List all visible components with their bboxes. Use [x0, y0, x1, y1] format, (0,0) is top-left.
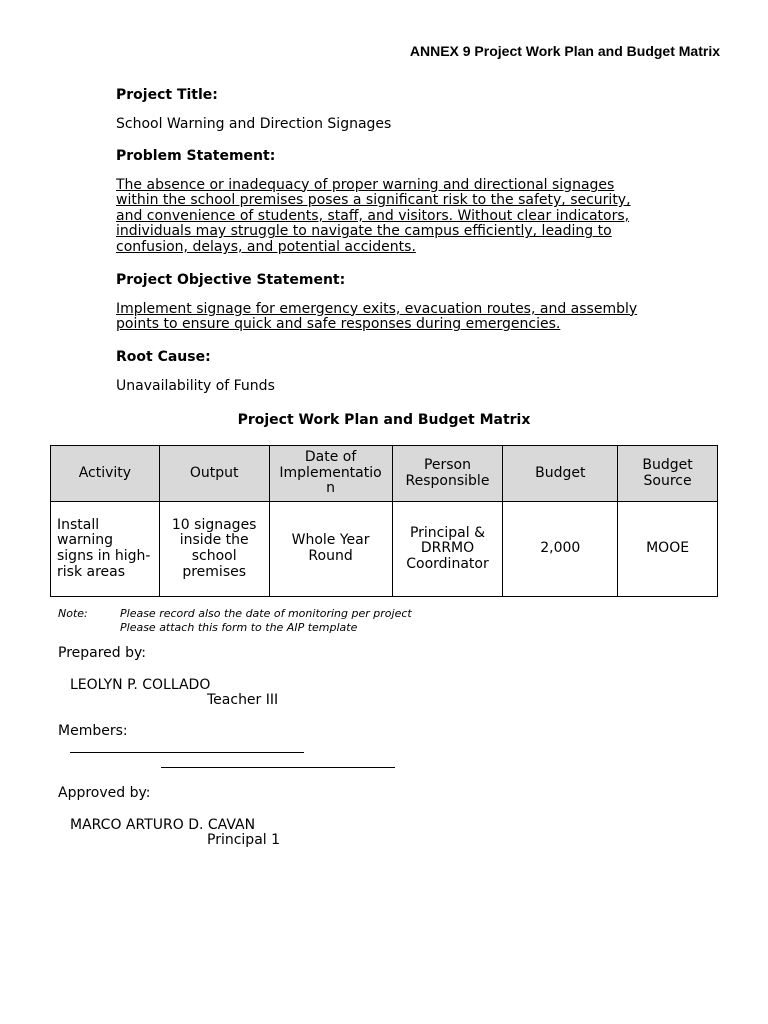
cell-line: Round: [308, 548, 353, 564]
header-person-line: Person: [423, 456, 471, 473]
table-row: [51, 502, 718, 597]
prepared-by-name: LEOLYN P. COLLADO: [70, 677, 211, 693]
header-output: Output: [159, 446, 269, 502]
objective-line: Implement signage for emergency exits, evacuation routes, and assembly: [116, 300, 638, 317]
approved-by-label: Approved by:: [58, 785, 151, 801]
cell-line: inside the: [179, 532, 249, 549]
header-date-line: n: [326, 480, 335, 497]
member-signature-line: [70, 752, 304, 753]
problem-line: The absence or inadequacy of proper warning and directional signages: [116, 176, 615, 193]
header-person-line: Responsible: [405, 472, 490, 489]
cell-line: risk areas: [57, 563, 126, 580]
cell-line: warning: [57, 532, 114, 549]
matrix-title: Project Work Plan and Budget Matrix: [237, 412, 531, 428]
header-budget: Budget: [503, 446, 618, 502]
problem-line: confusion, delays, and potential accidents.: [116, 238, 416, 255]
cell-line: Install: [57, 516, 100, 533]
root-cause-heading: Root Cause:: [116, 348, 211, 365]
header-activity: Activity: [51, 446, 160, 502]
note-line: [58, 607, 412, 621]
prepared-by-label: Prepared by:: [58, 645, 146, 661]
cell-budget: 2,000: [503, 502, 618, 597]
annex-header: ANNEX 9 Project Work Plan and Budget Matrix: [409, 43, 720, 59]
header-source-line: Source: [643, 472, 692, 489]
root-cause-text: Unavailability of Funds: [116, 377, 275, 394]
budget-matrix-table: [50, 445, 718, 597]
cell-line: DRRMO: [420, 540, 475, 557]
header-source: [618, 446, 718, 502]
cell-source: MOOE: [618, 502, 718, 597]
cell-line: signs in high-: [57, 548, 151, 564]
approved-by-name: MARCO ARTURO D. CAVAN: [70, 817, 256, 833]
problem-statement-text: [116, 178, 656, 256]
cell-line: Whole Year: [291, 532, 370, 549]
header-source-line: Budget: [642, 456, 693, 473]
header-person: [392, 446, 503, 502]
note-text: Please attach this form to the AIP template: [120, 621, 358, 634]
cell-output: [159, 502, 269, 597]
approved-by-title: Principal 1: [207, 832, 281, 848]
members-label: Members:: [58, 723, 128, 739]
cell-line: Coordinator: [406, 555, 489, 572]
member-signature-line: [161, 767, 395, 768]
objective-line: points to ensure quick and safe responses during emergencies.: [116, 316, 561, 333]
prepared-by-title: Teacher III: [207, 692, 279, 708]
cell-line: school: [191, 548, 237, 564]
note-text: Please record also the date of monitoring per project: [120, 607, 412, 620]
note-block: [58, 607, 412, 635]
note-label: Note:: [58, 607, 88, 620]
table-header-row: [51, 446, 718, 502]
header-date-line: Implementatio: [279, 464, 382, 481]
cell-line: 10 signages: [171, 516, 257, 533]
objective-text: [116, 302, 656, 333]
project-title-heading: Project Title:: [116, 87, 218, 103]
header-date: [269, 446, 392, 502]
cell-activity: [51, 502, 160, 597]
project-content: [116, 86, 656, 394]
objective-heading: Project Objective Statement:: [116, 271, 346, 288]
problem-line: individuals may struggle to navigate the campus efficiently, leading to: [116, 223, 612, 240]
cell-person: [392, 502, 503, 597]
cell-line: premises: [182, 563, 247, 580]
cell-date: [269, 502, 392, 597]
project-title-text: School Warning and Direction Signages: [116, 116, 392, 132]
header-date-line: Date of: [304, 449, 357, 466]
problem-line: and convenience of students, staff, and visitors. Without clear indicators,: [116, 207, 630, 224]
problem-line: within the school premises poses a significant risk to the safety, security,: [116, 192, 631, 209]
cell-line: Principal &: [409, 524, 485, 541]
problem-statement-heading: Problem Statement:: [116, 147, 276, 164]
